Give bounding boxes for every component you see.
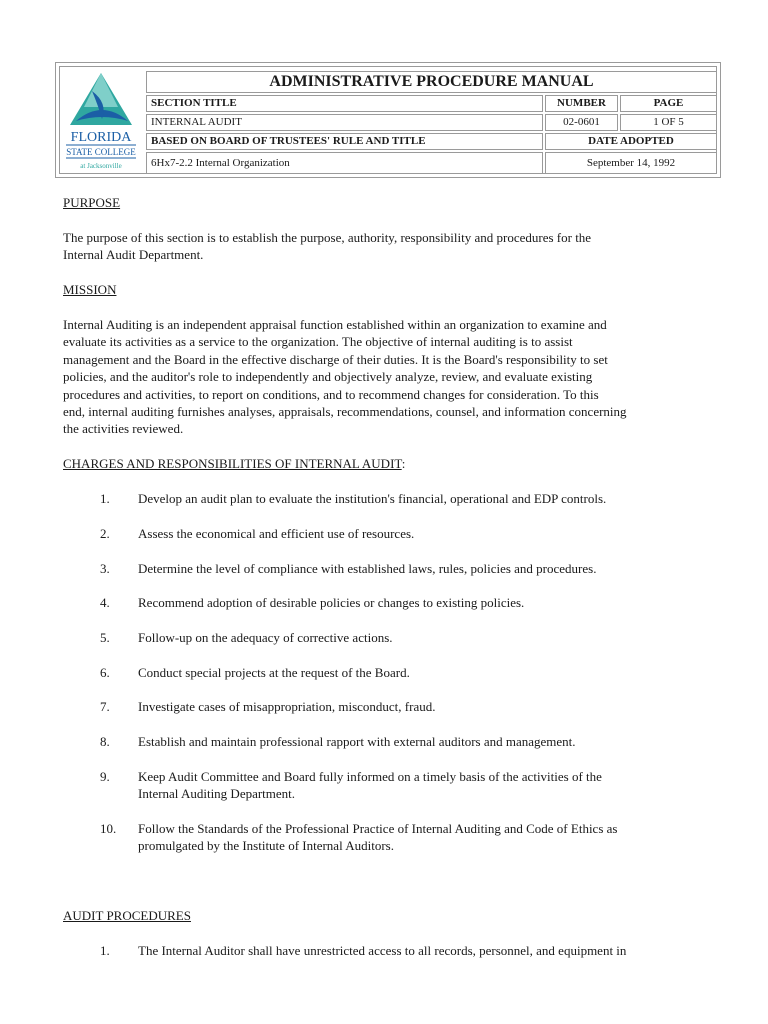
list-item-number: 1.	[100, 943, 110, 958]
list-item-text: Determine the level of compliance with established laws, rules, policies and procedures.	[138, 561, 597, 576]
list-item-text: Internal Auditing Department.	[138, 786, 296, 801]
logo-line1: FLORIDA	[70, 130, 132, 145]
list-item-number: 8.	[100, 734, 110, 749]
audit-procedures-heading: AUDIT PROCEDURES	[63, 908, 191, 923]
number-label: NUMBER	[545, 95, 618, 112]
manual-title: ADMINISTRATIVE PROCEDURE MANUAL	[146, 71, 717, 93]
mission-line: procedures and activities, to report on conditions, and to recommend changes for consideration. To this	[63, 387, 599, 402]
section-title-value: INTERNAL AUDIT	[146, 114, 543, 131]
page-value: 1 OF 5	[620, 114, 717, 131]
mission-line: end, internal auditing furnishes analyses, appraisals, recommendations, counsel, and information concerning	[63, 404, 627, 419]
list-item-text: Investigate cases of misappropriation, misconduct, fraud.	[138, 699, 436, 714]
rule-label: BASED ON BOARD OF TRUSTEES' RULE AND TITLE	[146, 133, 543, 150]
purpose-line: Internal Audit Department.	[63, 247, 204, 262]
college-logo	[62, 69, 140, 175]
list-item-number: 5.	[100, 630, 110, 645]
rule-value: 6Hx7-2.2 Internal Organization	[146, 152, 543, 174]
list-item-number: 6.	[100, 665, 110, 680]
list-item-text: The Internal Auditor shall have unrestricted access to all records, personnel, and equipment in	[138, 943, 627, 958]
list-item-text: Follow the Standards of the Professional Practice of Internal Auditing and Code of Ethics as	[138, 821, 618, 836]
charges-heading-colon: :	[401, 456, 406, 471]
logo-line2: STATE COLLEGE	[66, 147, 136, 157]
mission-heading: MISSION	[63, 282, 117, 297]
date-adopted-value: September 14, 1992	[545, 152, 717, 174]
list-item-number: 9.	[100, 769, 110, 784]
list-item-text: promulgated by the Institute of Internal Auditors.	[138, 838, 394, 853]
list-item-text: Keep Audit Committee and Board fully informed on a timely basis of the activities of the	[138, 769, 602, 784]
list-item-number: 1.	[100, 491, 110, 506]
list-item-number: 7.	[100, 699, 110, 714]
purpose-line: The purpose of this section is to establish the purpose, authority, responsibility and procedures for the	[63, 230, 592, 245]
procedure-header	[55, 62, 721, 178]
date-adopted-label: DATE ADOPTED	[545, 133, 717, 150]
charges-heading-group	[63, 455, 405, 472]
purpose-heading: PURPOSE	[63, 195, 121, 210]
list-item-text: Assess the economical and efficient use of resources.	[138, 526, 415, 541]
list-item-text: Establish and maintain professional rapport with external auditors and management.	[138, 734, 576, 749]
list-item-number: 10.	[100, 821, 117, 836]
number-value: 02-0601	[545, 114, 618, 131]
section-title-label: SECTION TITLE	[146, 95, 543, 112]
charges-heading: CHARGES AND RESPONSIBILITIES OF INTERNAL AUDIT	[63, 456, 402, 471]
list-item-number: 2.	[100, 526, 110, 541]
list-item-text: Conduct special projects at the request of the Board.	[138, 665, 410, 680]
mission-line: evaluate its activities as a service to the organization. The objective of internal auditing is to assist	[63, 334, 573, 349]
list-item-text: Follow-up on the adequacy of corrective actions.	[138, 630, 393, 645]
mission-line: Internal Auditing is an independent appraisal function established within an organization to examine and	[63, 317, 607, 332]
mission-line: management and the Board in the effective discharge of their duties. It is the Board's responsibility to set	[63, 352, 608, 367]
list-item-text: Recommend adoption of desirable policies or changes to existing policies.	[138, 595, 525, 610]
list-item-number: 3.	[100, 561, 110, 576]
mission-line: the activities reviewed.	[63, 421, 184, 436]
mission-line: policies, and the auditor's role to independently and objectively analyze, review, and evaluate existing	[63, 369, 593, 384]
list-item-number: 4.	[100, 595, 110, 610]
list-item-text: Develop an audit plan to evaluate the institution's financial, operational and EDP controls.	[138, 491, 607, 506]
logo-line3: at Jacksonville	[80, 162, 122, 170]
header-frame	[59, 66, 717, 174]
page-label: PAGE	[620, 95, 717, 112]
